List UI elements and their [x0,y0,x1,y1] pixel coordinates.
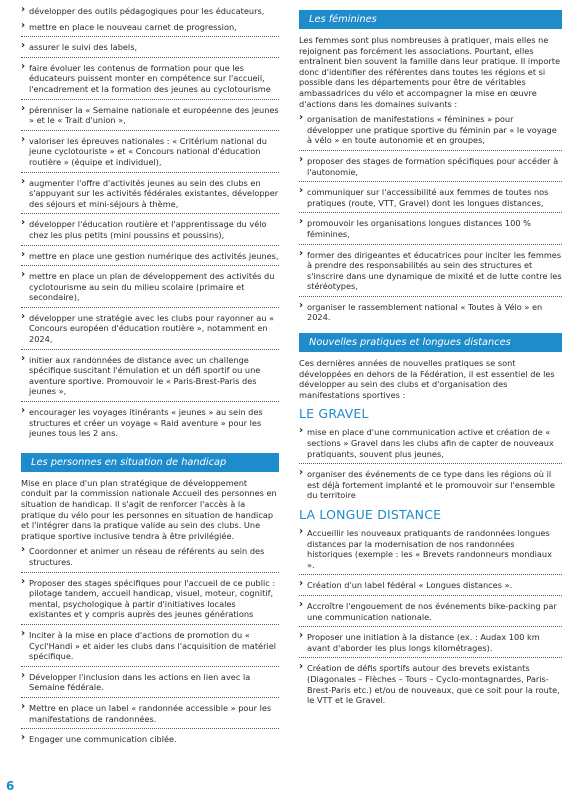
list-item: › Proposer une initiation à la distance (ex. : Audax 100 km avant d'aborder les plus longs kilométrages). [299,632,562,658]
list-item: › développer des outils pédagogiques pour les éducateurs, [21,6,279,17]
gravel-heading: LE GRAVEL [299,406,369,422]
list-item: › organiser le rassemblement national « Toutes à Vélo » en 2024. [299,302,562,323]
list-item: › Proposer des stages spécifiques pour l'accueil de ce public : pilotage tandem, accueil handicap, visuel, moteur, cognitif, mental, psychologique à partir d'initiatives locales existantes et y compris auprès des jeunes générations [21,578,279,625]
list-item: › faire évoluer les contenus de formation pour que les éducateurs puissent monter en compétence sur l'accueil, l'encadrement et la formation des jeunes au cyclotourisme [21,63,279,100]
list-item: › valoriser les épreuves nationales : « Critérium national du jeune cyclotouriste » et « Concours national d'éducation routière » (équipe et individuel), [21,136,279,173]
handicap-bullet-list [21,546,279,744]
section-title-feminines: Les féminines [299,10,562,29]
list-item: › Mettre en place un label « randonnée accessible » pour les manifestations de randonnées. [21,703,279,729]
list-item: › initier aux randonnées de distance avec un challenge spécifique suscitant l'émulation et un défi sportif ou une aventure sportive. Promouvoir le « Paris-Brest-Paris des jeunes », [21,355,279,402]
list-item: › développer l'éducation routière et l'apprentissage du vélo chez les plus petits (mini poussins et poussins), [21,219,279,245]
list-item: › mise en place d'une communication active et création de « sections » Gravel dans les clubs afin de capter de nouveaux pratiquants, souvent plus jeunes, [299,427,562,464]
list-item: › Inciter à la mise en place d'actions de promotion du « Cycl'Handi » et aider les clubs dans l'acquisition de matériel spécifique. [21,630,279,667]
list-item: › développer une stratégie avec les clubs pour rayonner au « Concours européen d'éducation routière », notamment en 2024, [21,313,279,350]
section-title-handicap: Les personnes en situation de handicap [21,453,279,472]
list-item: › mettre en place une gestion numérique des activités jeunes, [21,251,279,267]
list-item: › Accueillir les nouveaux pratiquants de randonnées longues distances par la modernisation de nos randonnées historiques (exemple : les « Brevets randonneurs mondiaux ». [299,528,562,575]
list-item: › Coordonner et animer un réseau de référents au sein des structures. [21,546,279,572]
list-item: › former des dirigeantes et éducatrices pour inciter les femmes à prendre des responsabilités au sein des structures et s'inscrire dans une dynamique de mixité et de lutte contre les stéréotypes, [299,250,562,297]
list-item: › Accroître l'engouement de nos événements bike-packing par une communication nationale. [299,601,562,627]
page-number: 6 [6,779,15,793]
longue-distance-heading: LA LONGUE DISTANCE [299,507,442,522]
longue-distance-bullet-list [299,528,562,706]
list-item: › augmenter l'offre d'activités jeunes au sein des clubs en s'appuyant sur les activités fédérales existantes, développer des séjours et mini-séjours à thème, [21,178,279,215]
list-item: › organisation de manifestations « féminines » pour développer une pratique sportive du féminin par « le voyage à vélo » en toute autonomie et en groupes, [299,114,562,151]
feminines-bullet-list [299,114,562,323]
section-title-nouvelles-pratiques: Nouvelles pratiques et longues distances [299,333,562,352]
list-item: › organiser des événements de ce type dans les régions où il est déjà fortement implanté et le promouvoir sur l'ensemble du territoire [299,469,562,501]
nouvelles-intro: Ces dernières années de nouvelles pratiques se sont développées en dehors de la Fédération, il est essentiel de les développer au sein des clubs et d'organisation des manifestations sportives : [299,358,555,400]
feminines-intro: Les femmes sont plus nombreuses à pratiquer, mais elles ne rejoignent pas forcément les associations. Pourtant, elles entraînent bien souvent la famille dans leur pratique. Il importe donc d'identifier des référentes dans toutes les régions et si possible dans les départements pour être de véritables ambassadrices du vélo et accompagner la mise en œuvre d'actions dans les domaines suivants : [299,35,561,109]
right-column [299,10,562,711]
list-item: › Création d'un label fédéral « Longues distances ». [299,580,562,596]
list-item: › mettre en place un plan de développement des activités du cyclotourisme au sein du milieu scolaire (primaire et secondaire), [21,271,279,308]
list-item: › pérenniser la « Semaine nationale et européenne des jeunes » et le « Trait d'union », [21,105,279,131]
list-item: › mettre en place le nouveau carnet de progression, [21,22,279,38]
youth-bullet-list [21,6,279,439]
gravel-bullet-list [299,427,562,501]
list-item: › communiquer sur l'accessibilité aux femmes de toutes nos pratiques (route, VTT, Gravel) dont les longues distances, [299,187,562,213]
list-item: › assurer le suivi des labels, [21,42,279,58]
list-item: › proposer des stages de formation spécifiques pour accéder à l'autonomie, [299,156,562,182]
list-item: › Création de défis sportifs autour des brevets existants (Diagonales – Flèches – Tours – Cyclo-montagnardes, Paris-Brest-Paris etc.) et/ou de nouveaux, que ce soit pour la route, le VTT et le Gravel. [299,663,562,705]
left-column [21,6,279,750]
handicap-intro: Mise en place d'un plan stratégique de développement conduit par la commission nationale Accueil des personnes en situation de handicap. Il s'agit de renforcer l'accès à la pratique du vélo pour les personnes en situation de handicap et l'intégrer dans la pratique valide au sein des clubs. Une pratique sportive inclusive tendra à être privilégiée. [21,477,277,541]
list-item: › encourager les voyages itinérants « jeunes » au sein des structures et créer un voyage « Raid aventure » pour les jeunes tous les 2 ans. [21,407,279,439]
list-item: › Développer l'inclusion dans les actions en lien avec la Semaine fédérale. [21,672,279,698]
list-item: › promouvoir les organisations longues distances 100 % féminines, [299,218,562,244]
list-item: › Engager une communication ciblée. [21,734,279,745]
